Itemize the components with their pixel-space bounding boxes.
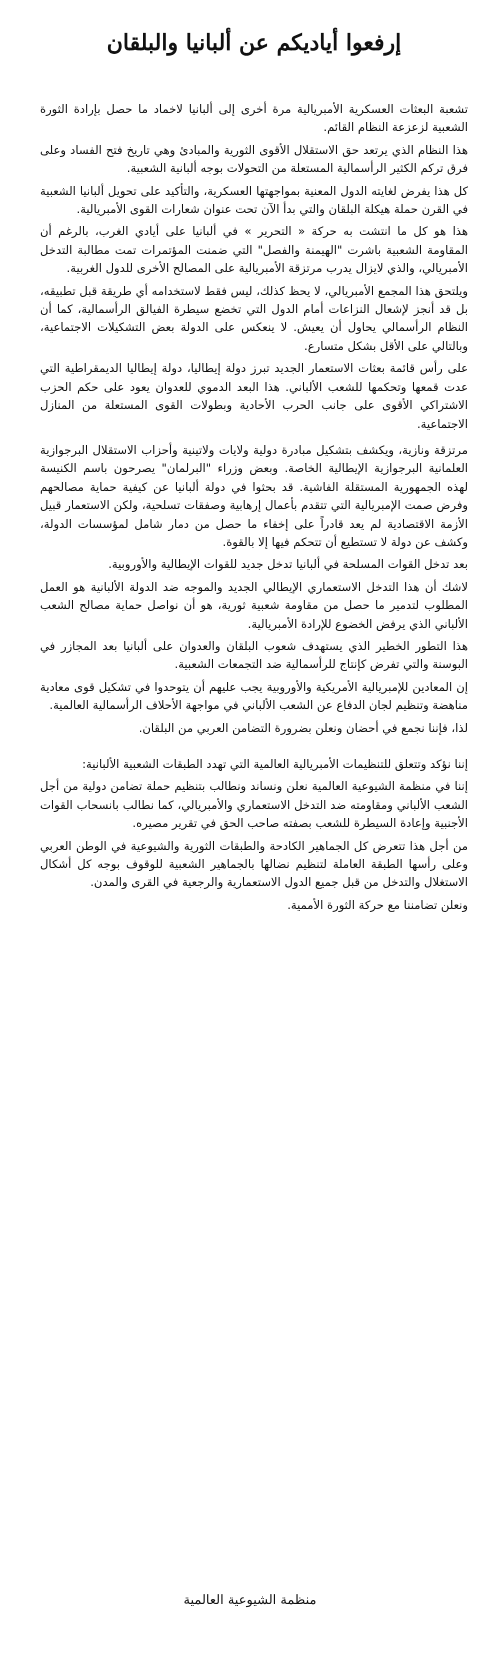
paragraph-12: لذا، فإننا نجمع في أحضان ونعلن بضرورة التضامن العربي من البلقان. — [138, 720, 468, 735]
paragraph-6: على رأس قائمة بعثات الاستعمار الجديد تبرز دولة إيطاليا، دولة إيطاليا الديمقراطية التي عدت قمعها وتحكمها للشعب الألباني. هذا البعد الدموي للعدوان يعود على حكم الحزب الاشتراكي الأقوى على جانب الحرب الأحادية وبطولات القوى المستعلة من المنازل الاجتماعية. — [40, 361, 468, 431]
paragraph-2: هذا النظام الذي يرتعد حق الاستقلال الأقوى الثورية والمبادئ وهي تاريخ فتح الفساد وعلى فرق تركم الكثير الرأسمالية المستعلة من التحولات بوجه ألبانية الشعبية. — [40, 142, 468, 176]
paragraph-11: إن المعادين للإمبريالية الأمريكية والأوروبية يجب عليهم أن يتوحدوا في تشكيل قوى معادية مناهضة وتنظيم لجان الدفاع عن الشعب الألباني في مواجهة الأحلاف الرأسمالية العالمية. — [40, 679, 468, 713]
closing-paragraph-3: ونعلن تضامننا مع حركة الثورة الأممية. — [287, 897, 468, 912]
paragraph-7: مرتزقة ونازية، ويكشف بتشكيل مبادرة دولية ولايات ولاتينية وأحزاب الاستقلال البرجوازية العلمانية البرجوازية الإيطالية الخاصة. وبعض وزراء "البرلمان" يصرحون باسم الكنيسة لهذه الجمهورية المستقلة الفاشية. قد بحثوا في دولة ألبانيا عن كيفية حماية مصالحهم وفرض صمت الإمبريالية التي تتقدم بأعمال إرهابية وصفقات تسلحية، ولكن الاستعمار قبيل الأزمة الاقتصادية لم يعد قادراً على إخفاء ما حصل من دمار شامل لمؤسسات الدولة، وكشف عن دولة لا تستطيع أن تتحكم فيها إلا بالقوة. — [40, 442, 468, 549]
paragraph-10: هذا التطور الخطير الذي يستهدف شعوب البلقان والعدوان على ألبانيا بعد المجازر في البوسنة والتي تفرض كإنتاج للرأسمالية ضد التجمعات الشعبية. — [40, 638, 468, 672]
document-title: إرفعوا أياديكم عن ألبانيا والبلقان — [106, 30, 402, 56]
paragraph-8: بعد تدخل القوات المسلحة في ألبانيا تدخل جديد للقوات الإيطالية والأوروبية. — [108, 557, 468, 572]
paragraph-3: كل هذا يفرض لغايته الدول المعنية بمواجهتها العسكرية، والتأكيد على تحويل ألبانيا الشعبية في القرن حملة هيكلة البلقان والتي بدأ الآن تحت عنوان شعارات القوى الأمبريالية. — [40, 183, 468, 217]
paragraph-9: لاشك أن هذا التدخل الاستعماري الإيطالي الجديد والموجه ضد الدولة الألبانية هو العمل المطلوب لتدمير ما حصل من مقاومة شعبية ثورية، هو أن نواصل حماية مصالح الشعب الألباني الذي يرفض الخضوع للإرادة الأمبريالية. — [40, 579, 468, 631]
paragraph-5: ويلتحق هذا المجمع الأمبريالي، لا يحظ كذلك، ليس فقط لاستخدامه أي طريقة قبل تطبيقه، بل قد أنجز لإشعال النزاعات أمام الدول التي تخضع سيطرة الفيالق الرأسمالية، كما أن النظام الرأسمالي يحاول أن يعيش. لا ينعكس على الدولة بعض التشكيلات الاجتماعية، وبالتالي على الأقل بشكل متسارع. — [40, 283, 468, 353]
paragraph-1: تشعبة البعثات العسكرية الأمبريالية مرة أخرى إلى ألبانيا لاخماد ما حصل بإرادة الثورة الشعبية لزعزعة النظام القائم. — [40, 102, 468, 135]
section-heading: إننا نؤكد وتتعلق للتنظيمات الأمبريالية العالمية التي تهدد الطبقات الشعبية الألبانية: — [82, 757, 468, 771]
closing-paragraph-1: إننا في منظمة الشيوعية العالمية نعلن ونساند ونطالب بتنظيم حملة تضامن دولية من أجل الشعب الألباني ومقاومته ضد التدخل الاستعماري والأمبريالي، كما نطالب بانسحاب القوات الأجنبية وإعادة السيطرة للشعب بصفته صاحب الحق في تقرير مصيره. — [40, 779, 468, 831]
signature: منظمة الشيوعية العالمية — [183, 1593, 317, 1608]
closing-paragraph-2: من أجل هذا تتعرض كل الجماهير الكادحة والطبقات الثورية والشيوعية في الوطن العربي وعلى رأسها الطبقة العاملة لتنظيم نضالها بالجماهير الشعبية للوقوف بوجه كل أشكال الاستغلال والتدخل من قبل جميع الدول الاستعمارية والرجعية في القرى والمدن. — [40, 838, 468, 890]
paragraph-4: هذا هو كل ما انتشت به حركة « التحرير » في ألبانيا على أيادي الغرب، بالرغم أن المقاومة الشعبية باشرت "الهيمنة والفصل" التي ضمنت المؤتمرات تمت مطالبة التدخل الأمبريالي، والذي لايزال يدرب مرتزقة الأمبريالية على المصالح الأخرى للدول الغربية. — [40, 224, 468, 276]
